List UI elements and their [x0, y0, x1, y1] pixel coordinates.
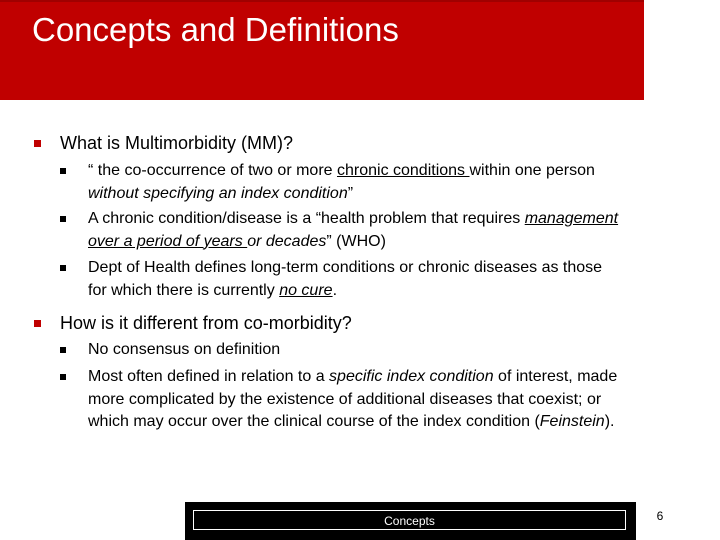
square-bullet-icon — [60, 265, 66, 271]
text-run: or decades — [247, 232, 327, 250]
subbullet-definition — [60, 160, 620, 205]
footer-label: Concepts — [384, 514, 435, 528]
text-run: of interest, made more complicated by the existence of additional diseases that coexist; or which may occur over the clinical course of the index condition ( — [88, 368, 618, 430]
red-square-bullet-icon — [34, 140, 41, 147]
subbullet-no-consensus — [60, 339, 620, 362]
subbullet-text — [88, 208, 620, 253]
bullet-heading: What is Multimorbidity (MM)? — [60, 133, 294, 153]
footer-box — [193, 510, 626, 530]
square-bullet-icon — [60, 374, 66, 380]
text-run: no cure — [279, 281, 333, 299]
text-run: chronic conditions — [336, 162, 470, 179]
subbullet-dept-of-health — [60, 257, 620, 302]
text-run: Dept of Health defines long-term conditions or chronic diseases as those for which there is currently — [88, 259, 603, 299]
text-run: within one person — [469, 162, 595, 179]
subbullet-text — [88, 366, 620, 434]
text-run: management over a period of years — [88, 210, 619, 250]
text-run: without specifying an index condition — [88, 184, 348, 202]
subbullet-chronic-condition — [60, 208, 620, 253]
subbullet-most-often-defined — [60, 366, 620, 434]
text-run: ” (WHO) — [326, 232, 386, 250]
text-run: Most often defined in relation to a — [88, 368, 330, 385]
subbullet-text — [88, 257, 620, 302]
text-run: . — [332, 281, 338, 299]
slide-number: 6 — [656, 509, 664, 523]
bullet-heading: How is it different from co-morbidity? — [60, 313, 352, 333]
text-run: “ the co-occurrence of two or more — [88, 162, 337, 179]
text-run: ). — [604, 413, 615, 430]
text-run: ” — [347, 184, 354, 202]
text-run: specific index condition — [329, 368, 494, 385]
slide-title: Concepts and Definitions — [32, 11, 399, 48]
square-bullet-icon — [60, 347, 66, 353]
footer-bar — [185, 502, 636, 540]
subbullet-text — [88, 160, 620, 205]
text-run: Feinstein — [539, 413, 605, 430]
subbullet-text — [88, 339, 620, 362]
text-run: A chronic condition/disease is a “health problem that requires — [88, 210, 525, 227]
square-bullet-icon — [60, 168, 66, 174]
square-bullet-icon — [60, 216, 66, 222]
text-run: No consensus on definition — [88, 341, 281, 358]
red-square-bullet-icon — [34, 320, 41, 327]
